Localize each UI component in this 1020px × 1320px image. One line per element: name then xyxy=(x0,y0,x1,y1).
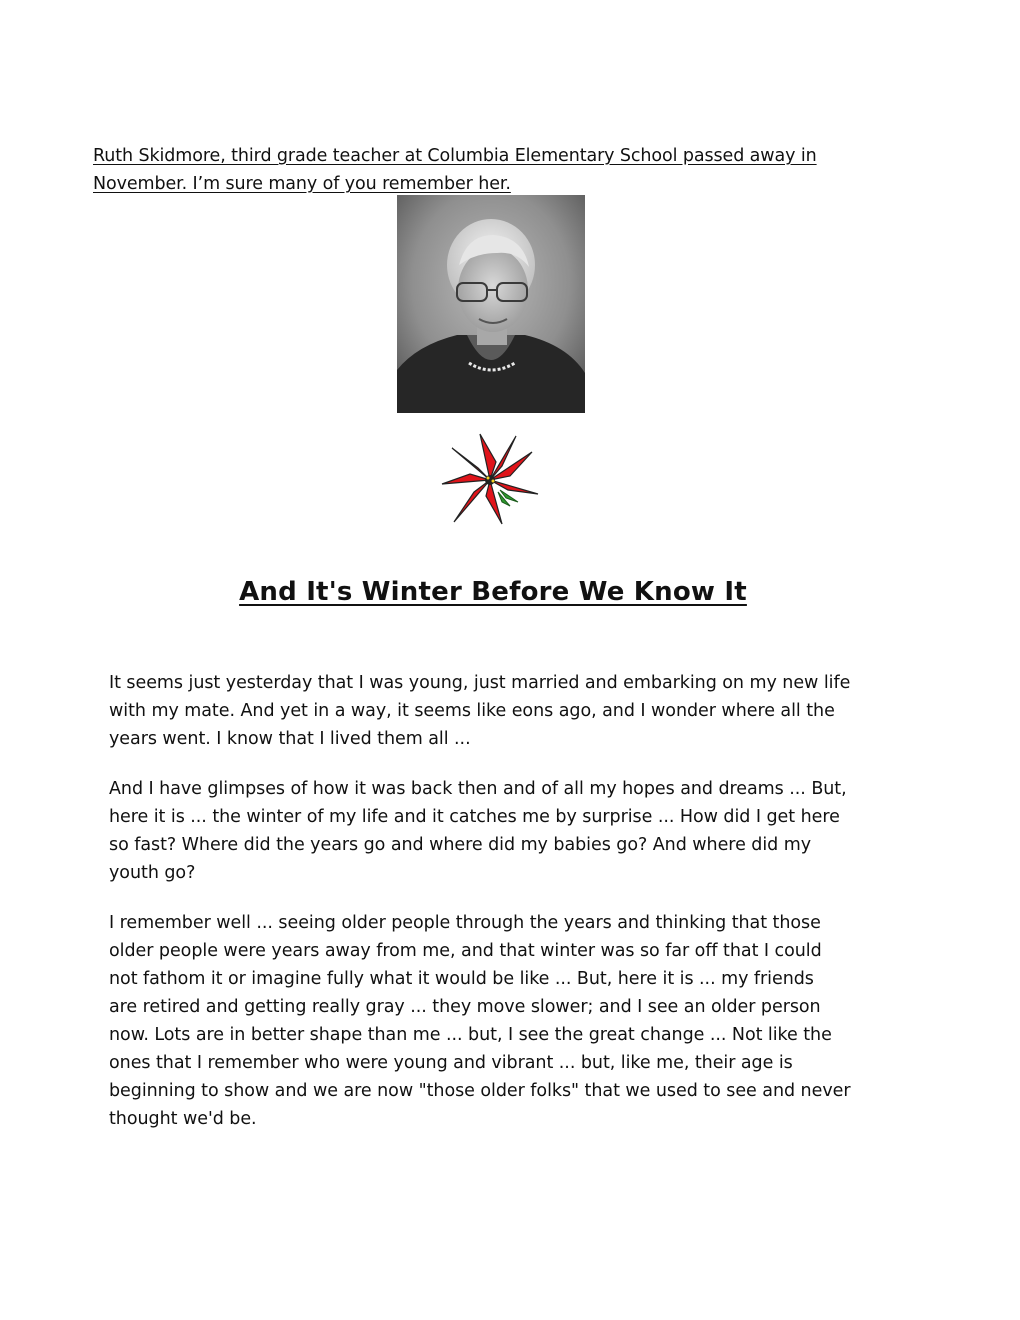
text-line: with my mate. And yet in a way, it seems like eons ago, and I wonder where all the xyxy=(109,701,835,721)
text-line: years went. I know that I lived them all ... xyxy=(109,729,471,749)
text-line: are retired and getting really gray ... they move slower; and I see an older person xyxy=(109,997,821,1017)
text-line: And I have glimpses of how it was back then and of all my hopes and dreams ... But, xyxy=(109,779,847,799)
article-body xyxy=(109,669,929,1155)
paragraph xyxy=(109,909,929,1133)
poinsettia-icon xyxy=(440,432,542,528)
memorial-notice-line: November. I’m sure many of you remember her. xyxy=(93,174,511,194)
text-line: beginning to show and we are now "those older folks" that we used to see and never xyxy=(109,1081,851,1101)
text-line: now. Lots are in better shape than me ... but, I see the great change ... Not like the xyxy=(109,1025,832,1045)
paragraph xyxy=(109,669,929,753)
text-line: It seems just yesterday that I was young, just married and embarking on my new life xyxy=(109,673,851,693)
article-title: And It's Winter Before We Know It xyxy=(239,577,747,607)
text-line: ones that I remember who were young and vibrant ... but, like me, their age is xyxy=(109,1053,793,1073)
memorial-notice-line: Ruth Skidmore, third grade teacher at Columbia Elementary School passed away in xyxy=(93,146,817,166)
text-line: youth go? xyxy=(109,863,196,883)
text-line: so fast? Where did the years go and where did my babies go? And where did my xyxy=(109,835,812,855)
text-line: here it is ... the winter of my life and it catches me by surprise ... How did I get here xyxy=(109,807,840,827)
portrait-photo xyxy=(397,195,585,413)
text-line: I remember well ... seeing older people through the years and thinking that those xyxy=(109,913,821,933)
text-line: not fathom it or imagine fully what it would be like ... But, here it is ... my friends xyxy=(109,969,814,989)
memorial-notice xyxy=(93,142,893,198)
paragraph xyxy=(109,775,929,887)
text-line: thought we'd be. xyxy=(109,1109,257,1129)
text-line: older people were years away from me, and that winter was so far off that I could xyxy=(109,941,822,961)
